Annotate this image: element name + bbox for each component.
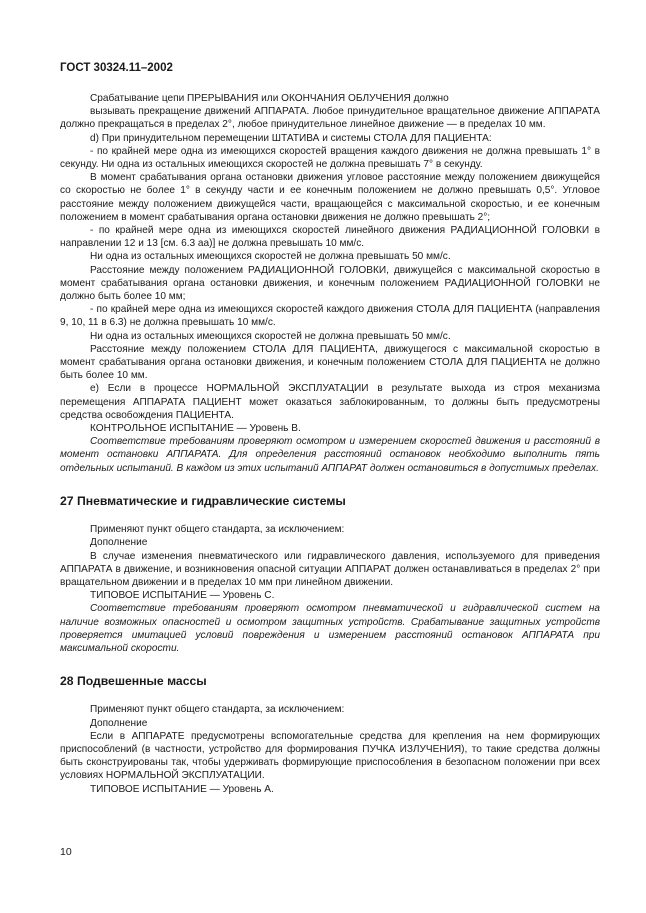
paragraph: КОНТРОЛЬНОЕ ИСПЫТАНИЕ — Уровень В. — [90, 423, 301, 435]
paragraph: Расстояние между положением СТОЛА ДЛЯ ПАЦИЕНТА, движущегося с максимальной скоростью в момент срабатывания органа остановки движения, и конечным положением СТОЛА ДЛЯ ПАЦИЕНТА не должно быть более 10 мм. — [60, 343, 600, 382]
paragraph: Применяют пункт общего стандарта, за исключением: — [90, 704, 345, 716]
paragraph: Дополнение — [90, 537, 148, 549]
paragraph: В момент срабатывания органа остановки движения угловое расстояние между положением движущейся со скоростью не более 1° в секунду части и ее конечным положением не должно превышать 0,5°. Угловое расстояние между положением движущейся части, вращающейся с максимальной скоростью, и ее конечным положением в момент срабатывания органа остановки движения не должно превышать 2°; — [60, 172, 600, 223]
paragraph: вызывать прекращение движений АППАРАТА. Любое принудительное вращательное движение АППАРАТА должно прекращаться в пределах 2°, любое принудительное линейное движение — в пределах 10 мм. — [60, 106, 600, 131]
paragraph: d) При принудительном перемещении ШТАТИВА и системы СТОЛА ДЛЯ ПАЦИЕНТА: — [90, 132, 492, 144]
section-heading-27: 27 Пневматические и гидравлические системы — [60, 493, 346, 508]
paragraph: - по крайней мере одна из имеющихся скоростей вращения каждого движения не должна превышать 1° в секунду. Ни одна из остальных имеющихся скоростей не должна превышать 7° в секунду. — [60, 145, 600, 171]
paragraph: ТИПОВОЕ ИСПЫТАНИЕ — Уровень А. — [90, 783, 274, 795]
document-code: ГОСТ 30324.11–2002 — [60, 62, 173, 74]
page-number: 10 — [60, 846, 72, 858]
paragraph: Срабатывание цепи ПРЕРЫВАНИЯ или ОКОНЧАНИЯ ОБЛУЧЕНИЯ должно — [90, 93, 449, 104]
italic-paragraph: Соответствие требованиям проверяют осмотром и измерением скоростей движения и расстояний в момент остановки АППАРАТА. Для определения расстояний остановок необходимо выполнить пять отдельных испытаний. В каждом из этих испытаний АППАРАТ должен остановиться в допустимых пределах. — [60, 436, 600, 474]
section-heading-28: 28 Подвешенные массы — [60, 674, 207, 689]
paragraph: е) Если в процессе НОРМАЛЬНОЙ ЭКСПЛУАТАЦИИ в результате выхода из строя механизма перемещения АППАРАТА ПАЦИЕНТ может оказаться заблокированным, то должны быть предусмотрены средства освобождения ПАЦИЕНТА. — [60, 383, 600, 421]
paragraph: - по крайней мере одна из имеющихся скоростей каждого движения СТОЛА ДЛЯ ПАЦИЕНТА (направления 9, 10, 11 в 6.3) не должна превышать 10 мм/с. — [60, 304, 600, 329]
paragraph: Ни одна из остальных имеющихся скоростей не должна превышать 50 мм/с. — [90, 251, 451, 263]
paragraph: - по крайней мере одна из имеющихся скоростей линейного движения РАДИАЦИОННОЙ ГОЛОВКИ в направлении 12 и 13 [см. 6.3 аа)] не должна превышать 10 мм/с. — [60, 225, 600, 250]
paragraph: Применяют пункт общего стандарта, за исключением: — [90, 524, 345, 536]
paragraph: Ни одна из остальных имеющихся скоростей не должна превышать 50 мм/с. — [90, 330, 451, 342]
paragraph: ТИПОВОЕ ИСПЫТАНИЕ — Уровень С. — [90, 590, 275, 602]
document-body — [60, 92, 600, 796]
paragraph: Дополнение — [90, 717, 148, 729]
paragraph: Расстояние между положением РАДИАЦИОННОЙ ГОЛОВКИ, движущейся с максимальной скоростью в момент срабатывания органа остановки движения, и конечным положением РАДИАЦИОННОЙ ГОЛОВКИ не должно быть более 10 мм; — [60, 264, 600, 303]
paragraph: Если в АППАРАТЕ предусмотрены вспомогательные средства для крепления на нем формирующих приспособлений (в частности, устройство для формирования ПУЧКА ИЗЛУЧЕНИЯ), то такие средства должны быть сконструированы так, чтобы удерживать формирующие приспособления в безопасном положении при всех условиях НОРМАЛЬНОЙ ЭКСПЛУАТАЦИИ. — [60, 730, 600, 782]
italic-paragraph: Соответствие требованиям проверяют осмотром пневматической и гидравлической систем на наличие возможных опасностей и осмотром защитных устройств. Срабатывание защитных устройств проверяется имитацией условий повреждения и измерением расстояний остановок АППАРАТА при максимальной скорости. — [60, 603, 600, 654]
paragraph: В случае изменения пневматического или гидравлического давления, используемого для приведения АППАРАТА в движение, и возникновения опасной ситуации АППАРАТ должен останавливаться в пределах 2° при вращательном движении и в пределах 10 мм при линейном движении. — [60, 550, 600, 588]
